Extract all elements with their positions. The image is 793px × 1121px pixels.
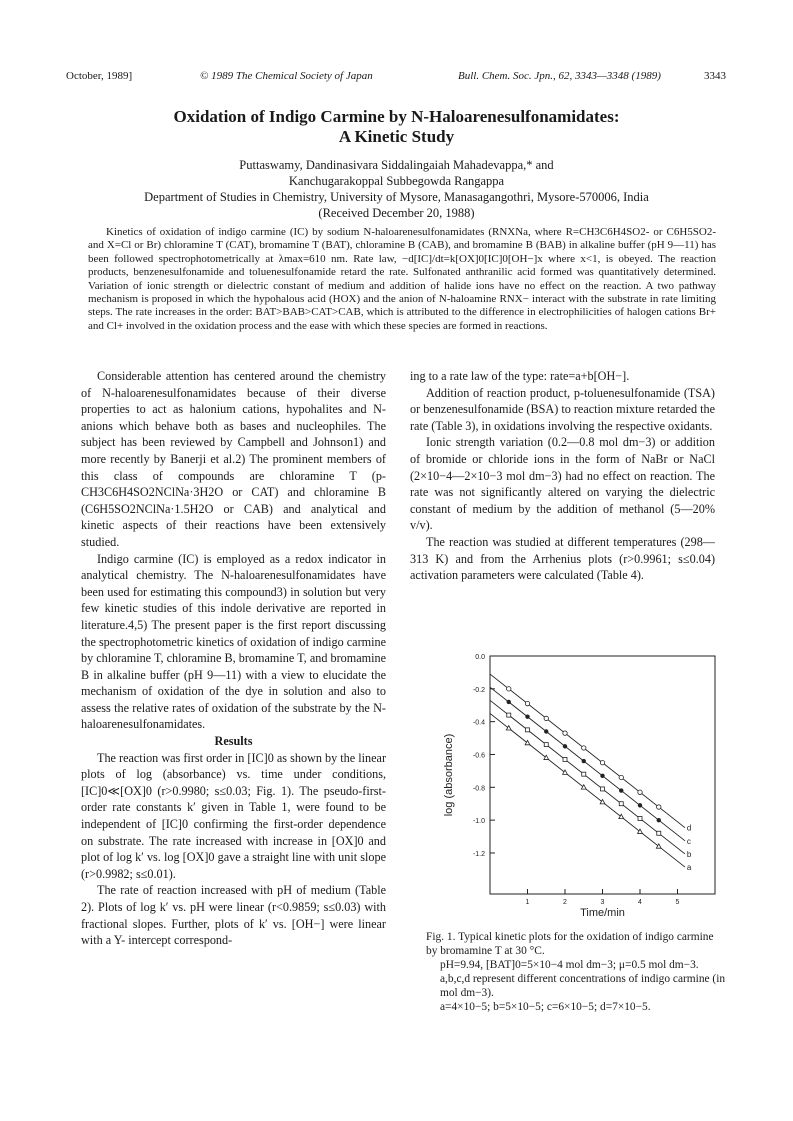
caption-line-4: a=4×10−5; b=5×10−5; c=6×10−5; d=7×10−5. <box>440 1001 651 1013</box>
header-page: 3343 <box>704 70 726 82</box>
caption-line-3: a,b,c,d represent different concentrations of indigo carmine (in mol dm−3). <box>440 973 726 999</box>
y-tick-label: -1.2 <box>472 850 485 858</box>
x-tick-label: 5 <box>675 899 680 906</box>
results-paragraph-2: The rate of reaction increased with pH of medium (Table 2). Plots of log k′ vs. pH were linear (r<0.9859; s≤0.03) with fractional slopes. Further, plots of k′ vs. [OH−] were linear with a Y- intercept correspond- <box>81 883 386 948</box>
data-point-c <box>525 715 529 719</box>
data-point-b <box>526 728 530 732</box>
x-axis-label: Time/min <box>580 907 625 919</box>
series-label-b: b <box>686 849 692 859</box>
data-point-c <box>600 774 604 778</box>
data-point-b <box>563 757 567 761</box>
left-column <box>81 368 386 949</box>
data-point-a <box>525 740 530 744</box>
data-point-c <box>544 729 548 733</box>
section-heading-results: Results <box>214 734 253 749</box>
data-point-d <box>600 760 604 764</box>
x-tick-label: 2 <box>563 899 567 906</box>
title-line-2: A Kinetic Study <box>338 127 455 146</box>
right-paragraph-3: Ionic strength variation (0.2—0.8 mol dm−3) or addition of bromide or chloride ions in the form of NaBr or NaCl (2×10−4—2×10−3 mol dm−3) had no effect on reaction. The rate was not significantly altered on varying the dielectric constant of medium by the addition of methanol (5—20% v/v). <box>410 435 715 533</box>
data-point-c <box>563 744 567 748</box>
data-point-c <box>657 818 661 822</box>
figure-1 <box>430 648 720 923</box>
data-point-d <box>582 746 586 750</box>
article-title <box>0 107 793 147</box>
y-tick-label: -0.4 <box>472 719 485 727</box>
right-paragraph-1: ing to a rate law of the type: rate=a+b[OH−]. <box>410 369 630 383</box>
kinetic-plot <box>430 648 720 923</box>
data-point-d <box>619 775 623 779</box>
header-journal: Bull. Chem. Soc. Jpn., 62, 3343—3348 (1989) <box>458 70 661 82</box>
results-paragraph-1: The reaction was first order in [IC]0 as shown by the linear plots of log (absorbance) vs. time under conditions, [IC]0≪[OX]0 (r>0.9980; s≤0.03; Fig. 1). The pseudo-first-order rate constants k′ given in Table 1, were found to be independent of [IC]0 confirming the first-order dependence on substrate. The rate increased with increase in [OX]0 and plot of log k′ vs. log [OX]0 gave a straight line with unit slope (r>0.9982; s≤0.01). <box>81 750 386 881</box>
series-line-a <box>490 713 685 867</box>
data-point-a <box>544 755 549 759</box>
data-point-b <box>507 713 511 717</box>
caption-line-2: pH=9.94, [BAT]0=5×10−4 mol dm−3; μ=0.5 mol dm−3. <box>440 959 699 971</box>
series-line-d <box>490 674 685 828</box>
received-date: (Received December 20, 1988) <box>318 206 475 220</box>
data-point-a <box>619 814 624 818</box>
data-point-a <box>506 726 511 730</box>
right-column <box>410 368 715 584</box>
x-tick-label: 3 <box>600 899 605 906</box>
authors-block <box>0 157 793 221</box>
data-point-c <box>507 700 511 704</box>
data-point-a <box>563 770 568 774</box>
data-point-b <box>582 772 586 776</box>
x-tick-label: 4 <box>638 899 642 906</box>
data-point-b <box>657 831 661 835</box>
y-tick-label: -0.2 <box>472 686 485 694</box>
data-point-a <box>600 799 605 803</box>
header-left: October, 1989] <box>66 70 133 82</box>
data-point-b <box>638 816 642 820</box>
affiliation: Department of Studies in Chemistry, University of Mysore, Manasagangothri, Mysore-570006, India <box>144 190 649 204</box>
series-label-c: c <box>686 836 691 846</box>
y-tick-label: -0.6 <box>472 752 485 760</box>
y-axis-label: log (absorbance) <box>443 733 455 817</box>
data-point-a <box>656 844 661 848</box>
series-label-a: a <box>686 863 692 873</box>
title-line-1: Oxidation of Indigo Carmine by N-Haloarenesulfonamidates: <box>173 107 620 126</box>
data-point-a <box>581 785 586 789</box>
data-point-d <box>657 805 661 809</box>
y-tick-label: 0.0 <box>475 654 485 661</box>
figure-caption <box>426 930 726 1014</box>
series-line-b <box>490 700 685 854</box>
data-point-d <box>563 731 567 735</box>
data-point-a <box>638 829 643 833</box>
abstract: Kinetics of oxidation of indigo carmine (IC) by sodium N-haloarenesulfonamidates (RNXNa, where R=CH3C6H4SO2- or C6H5SO2- and X=Cl or Br) chloramine T (CAT), bromamine T (BAT), chloramine B (CAB), and bromamine B (BAB) in alkaline buffer (pH 9—11) has been followed spectrophotometrically at λmax=610 nm. Rate law, −d[IC]/dt=k[OX]0[IC]0[OH−]x where x<1, is obeyed. The reaction products, benzenesulfonamide and toluenesulfonamide retard the rate. Sulfonated anthranilic acid formed was quantitatively determined. Variation of ionic strength or dielectric constant of medium and addition of halide ions have no effect on the reaction. A two pathway mechanism is proposed in which the hypohalous acid (HOX) and the anion of N-haloamine RNX− interact with the substrate in rate limiting steps. The rate increases in the order: BAT>BAB>CAT>CAB, which is attributed to the difference in electrophilicities of halogen cations Br+ and Cl+ involved in the oxidation process and the ease with which these species are formed in reactions. <box>88 226 716 332</box>
series-line-c <box>490 687 685 841</box>
authors-line-1: Puttaswamy, Dandinasivara Siddalingaiah Mahadevappa,* and <box>239 158 554 172</box>
header-copyright: © 1989 The Chemical Society of Japan <box>200 70 373 82</box>
data-point-d <box>638 790 642 794</box>
y-tick-label: -0.8 <box>472 785 485 793</box>
data-point-c <box>638 803 642 807</box>
right-paragraph-4: The reaction was studied at different temperatures (298—313 K) and from the Arrhenius plots (r>0.9961; s≤0.04) activation parameters were calculated (Table 4). <box>410 534 715 583</box>
data-point-b <box>619 802 623 806</box>
y-tick-label: -1.0 <box>472 818 485 826</box>
data-point-c <box>582 759 586 763</box>
intro-paragraph-1: Considerable attention has centered around the chemistry of N-haloarenesulfonamidates because of their diverse properties to act as halonium cations, hypohalites and N-anions which behave both as bases and nucleophiles. The subject has been reviewed by Campbell and Johnson1) and more recently by Banerji et al.2) The prominent members of this class of compounds are chloramine T (p-CH3C6H4SO2NClNa·3H2O or CAT) and chloramine B (C6H5SO2NClNa·1.5H2O or CAB) and analytical and kinetic aspects of their reactions have been extensively studied. <box>81 369 386 549</box>
data-point-d <box>507 687 511 691</box>
x-tick-label: 1 <box>525 899 530 906</box>
authors-line-2: Kanchugarakoppal Subbegowda Rangappa <box>288 174 505 188</box>
data-point-d <box>525 701 529 705</box>
caption-line-1: Fig. 1. Typical kinetic plots for the oxidation of indigo carmine by bromamine T at 30 °C. <box>426 931 714 957</box>
intro-paragraph-2: Indigo carmine (IC) is employed as a redox indicator in analytical chemistry. The N-haloarenesulfonamidates have been used for estimating this compound3) in solution but very few kinetic studies of this indole derivative are reported in literature.4,5) The present paper is the first report discussing the spectrophotometric kinetics of oxidation of indigo carmine by chloramine T, chloramine B, bromamine T, and bromamine B in alkaline buffer (pH 9—11) with a view to elucidate the mechanism of oxidation of the dye in solution and also to assess the relative rates of oxidation of the substrate by the N-haloarenesulfonamidates. <box>81 551 386 732</box>
data-point-d <box>544 716 548 720</box>
data-point-b <box>601 787 605 791</box>
right-paragraph-2: Addition of reaction product, p-toluenesulfonamide (TSA) or benzenesulfonamide (BSA) to reaction mixture retarded the rate (Table 3), in oxidations involving the respective oxidants. <box>410 385 715 433</box>
series-label-d: d <box>686 823 692 833</box>
data-point-c <box>619 788 623 792</box>
data-point-b <box>544 743 548 747</box>
